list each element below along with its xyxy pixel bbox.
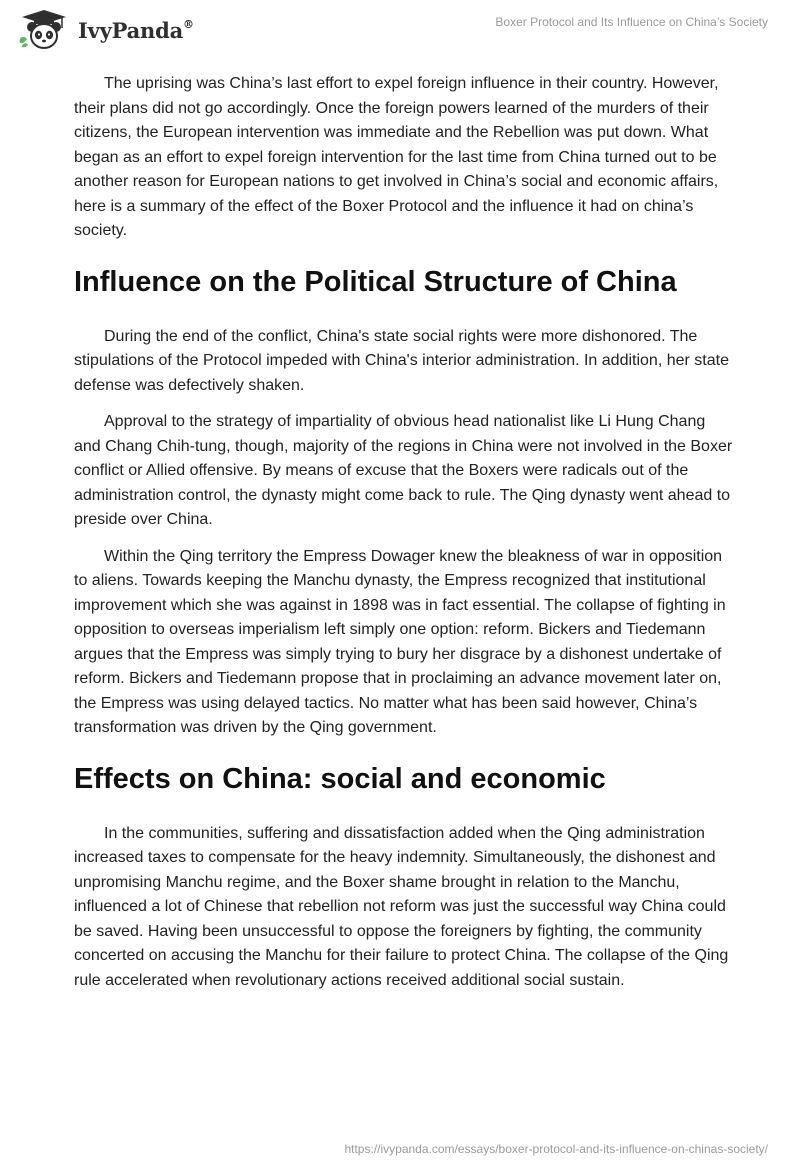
brand-name bbox=[78, 18, 194, 43]
intro-paragraph: The uprising was China’s last effort to expel foreign influence in their country. However, their plans did not go accordingly. Once the foreign powers learned of the murders of their citizens, the European intervention was immediate and the Rebellion was put down. What began as an effort to expel foreign intervention for the last time from China turned out to be another reason for European nations to get involved in China’s social and economic affairs, here is a summary of the effect of the Boxer Protocol and the influence it had on china’s society. bbox=[74, 75, 719, 239]
paragraph: In the communities, suffering and dissatisfaction added when the Qing administration increased taxes to compensate for the heavy indemnity. Simultaneously, the dishonest and unpromising Manchu regime, and the Boxer shame brought in relation to the Manchu, influenced a lot of Chinese that rebellion not reform was just the successful way China could be saved. Having been unsuccessful to oppose the foreigners by fighting, the community concerted on accusing the Manchu for their failure to protect China. The collapse of the Qing rule accelerated when revolutionary actions received additional social sustain. bbox=[74, 824, 729, 989]
section-heading-political: Influence on the Political Structure of China bbox=[74, 265, 677, 298]
registered-mark: ® bbox=[183, 17, 194, 31]
article-body bbox=[74, 72, 734, 1005]
ivypanda-logo[interactable] bbox=[16, 9, 194, 51]
paragraph: During the end of the conflict, China's state social rights were more dishonored. The stipulations of the Protocol impeded with China's interior administration. In addition, her state defense was defectively shaken. bbox=[74, 327, 729, 394]
page-header bbox=[0, 0, 800, 60]
running-title: Boxer Protocol and Its Influence on China’s Society bbox=[495, 15, 768, 29]
paragraph: Within the Qing territory the Empress Dowager knew the bleakness of war in opposition to aliens. Towards keeping the Manchu dynasty, the Empress recognized that institutional improvement which she was against in 1898 was in fact essential. The collapse of fighting in opposition to overseas imperialism left simply one option: reform. Bickers and Tiedemann argues that the Empress was simply trying to bury her disgrace by a dishonest undertake of reform. Bickers and Tiedemann propose that in proclaiming an advance movement later on, the Empress was using delayed tactics. No matter what has been said however, China’s transformation was driven by the Qing government. bbox=[74, 547, 726, 736]
brand-name-text: IvyPanda bbox=[78, 17, 184, 43]
section-heading-social-economic: Effects on China: social and economic bbox=[74, 762, 606, 795]
panda-graduation-cap-icon bbox=[16, 9, 72, 51]
paragraph: Approval to the strategy of impartiality of obvious head nationalist like Li Hung Chang and Chang Chih-tung, though, majority of the regions in China were not involved in the Boxer conflict or Allied offensive. By means of excuse that the Boxers were radicals out of the administration control, the dynasty might come back to rule. The Qing dynasty went ahead to preside over China. bbox=[74, 413, 733, 528]
source-url[interactable]: https://ivypanda.com/essays/boxer-protocol-and-its-influence-on-chinas-society/ bbox=[344, 1142, 768, 1156]
